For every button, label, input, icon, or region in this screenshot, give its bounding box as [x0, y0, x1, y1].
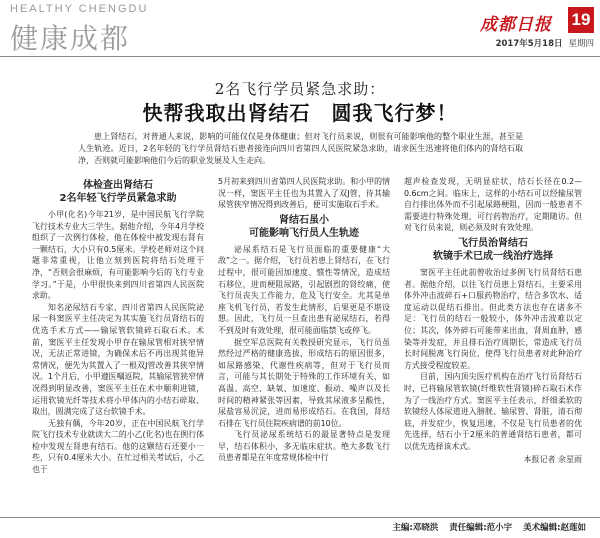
paragraph: 据空军总医院有关教授研究显示，飞行员虽然经过严格的健康选拔，形成结石的原因很多，如尿路感染、代谢性疾病等，但对于飞行员而言，可能与其长期处于特殊的工作环境有关，如高温、高空、缺氧、加速度、振动、噪声以及长时间的精神紧张等因素，导致其尿液多呈酸性，尿盐容易沉淀，进而易形成结石。在我国，肾结石排在飞行员住院疾病谱的前10位。 — [218, 337, 390, 428]
column-1 — [32, 176, 204, 516]
newspaper-logo: 成都日报 — [480, 15, 552, 35]
subhead-line: 肾结石虽小 — [279, 214, 329, 226]
paragraph: 超声检查发现，无明显症状，结石长径在0.2—0.6cm之间。临床上，这样的小结石可以经输尿管自行排出体外而不引起尿路梗阻，因而一般患者不需要进行特殊处理，可行药物治疗，定期随访。但对飞行员来说，则必须及时有效处理。 — [404, 177, 582, 233]
page-number-badge: 19 — [568, 7, 594, 33]
paragraph: 知名泌尿结石专家、四川省第四人民医院泌尿一科窦医平主任决定为其实施飞行员肾结石的优选手术方式——输尿管软镜碎石取石术。术前，窦医平主任发现小甲存在输尿管相对狭窄情况，无法正常进镜，为确保术后不再出现其他异常情况，便先为其置入了一根双J管改善其狭窄情况。1个月后，小甲遵医嘱返院，其输尿管狭窄情况得到明显改善，窦医平主任在术中顺利进镜，运用软镜光纤等技术将小甲体内的小结石碎取、取出，圆满完成了这台软镜手术。 — [32, 302, 204, 417]
paragraph: 小甲(化名)今年21岁，是中国民航飞行学院飞行技术专业大三学生。据他介绍，今年4月学校组织了一次例行体检，他在体检中被发现右肾有一颗结石，大小只有0.5厘米。学校老师对这个问题非常重视，让他立刻到医院将结石处理干净，“否则会很麻烦，有可能影响今后的飞行专业学习。”于是，小甲很快来到四川省第四人民医院求助。 — [32, 210, 204, 301]
weekday-text: 星期四 — [568, 39, 594, 49]
subhead-line: 可能影响飞行员人生轨迹 — [249, 227, 359, 239]
paragraph: 无独有偶，今年20岁，正在中国民航飞行学院飞行技术专业就读大二的小乙(化名)也在例行体检中发现左肾患有结石。他的这颗结石还要小一些，只有0.4厘米大小。在忙过相关考试后，小乙也于 — [32, 418, 204, 475]
article-kicker: 2名飞行学员紧急求助： — [214, 80, 386, 98]
article-headline: 快帮我取出肾结石 圆我飞行梦！ — [142, 101, 458, 125]
issue-date — [496, 37, 594, 49]
paragraph: 泌尿系结石是飞行员面临的重要健康“大敌”之一。据介绍，飞行员若患上肾结石，在飞行过程中，很可能因加速度、惯性等情况，造成结石移位，进而梗阻尿路，引起剧烈的肾绞痛，使飞行员丧失工作能力，危及飞行安全。尤其是单座飞机飞行员，若发生此情形，后果更是不堪设想。因此，飞行员一旦查出患有泌尿结石，若得不到及时有效处理，很可能面临禁飞或停飞。 — [218, 244, 390, 335]
paragraph: 飞行员泌尿系统结石的最显著特点是发现早，结石体积小，多无临床症状。绝大多数飞行员患者都是在年度常规体检中行 — [218, 430, 390, 463]
paragraph: 窦医平主任此前曾收治过多例飞行员肾结石患者。据他介绍，以往飞行员患上肾结石，主要采用体外冲击波碎石+口服药物治疗，结合多饮水、适度运动以促结石排出。但此类方法也存在诸多不足：飞行员的结石一般较小，体外冲击波难以定位；其次，体外碎石可能带来出血，肾周血肿，感染等并发症，并且排石治疗周期长，常造成飞行员长时间脱离飞行岗位，使得飞行员患者对此种治疗方式接受程度较差。 — [404, 267, 582, 370]
reporter-byline: 本报记者 余星雨 — [523, 455, 582, 465]
article-lede: 患上肾结石，对普通人来说，影响的可能仅仅是身体健康；但对飞行员来说，则很有可能影响他的整个职业生涯，甚至是人生轨迹。近日，2名年轻的飞行学员肾结石患者接连向四川省第四人民医院紧急求助，请求医生迅速将他们体内的肾结石取净，否则就可能影响他们今后的职业发展及人生走向。 — [78, 132, 523, 165]
column-2 — [218, 176, 390, 516]
column-3-subhead — [404, 237, 582, 263]
subhead-line: 飞行员治肾结石 — [458, 237, 528, 249]
subhead-line: 2名年轻飞行学员紧急求助 — [59, 193, 177, 204]
art-editor: 美术编辑:赵莲如 — [523, 523, 586, 533]
editor-credits — [384, 521, 586, 533]
date-text: 2017年5月18日 — [495, 39, 563, 49]
section-title: 健康成都 — [10, 22, 131, 55]
section-english-label: HEALTHY CHENGDU — [10, 3, 149, 15]
column-3 — [404, 176, 582, 516]
paragraph: 5月初来到四川省第四人民医院求助。和小甲的情况一样，窦医平主任也为其置入了双J管，待其输尿管狭窄情况得到改善后，便可实施取石手术。 — [218, 177, 390, 210]
footer-rule — [0, 517, 600, 518]
page-header — [0, 0, 600, 60]
duty-editor: 责任编辑:范小宇 — [449, 523, 513, 533]
column-2-subhead — [218, 214, 390, 240]
subhead-line: 软镜手术已成一线治疗选择 — [433, 250, 553, 262]
paragraph: 目前，国内顶尖医疗机构在治疗飞行员肾结石时，已将输尿管软镜(纤维软性肾镜)碎石取石术作为了一线治疗方式。窦医平主任表示，纤细柔软的软镜经人体尿道进入膀胱、输尿管、肾脏，清石彻底，并发症少，恢复迅速，不仅是飞行员患者的优先选择，结石小于2厘米的普通肾结石患者，都可以优先选择该术式。 — [404, 372, 582, 451]
chief-editor: 主编:邓晓洪 — [392, 523, 439, 533]
subhead-line: 体检查出肾结石 — [83, 180, 153, 191]
column-1-subhead — [32, 179, 204, 205]
header-rule — [0, 56, 600, 57]
